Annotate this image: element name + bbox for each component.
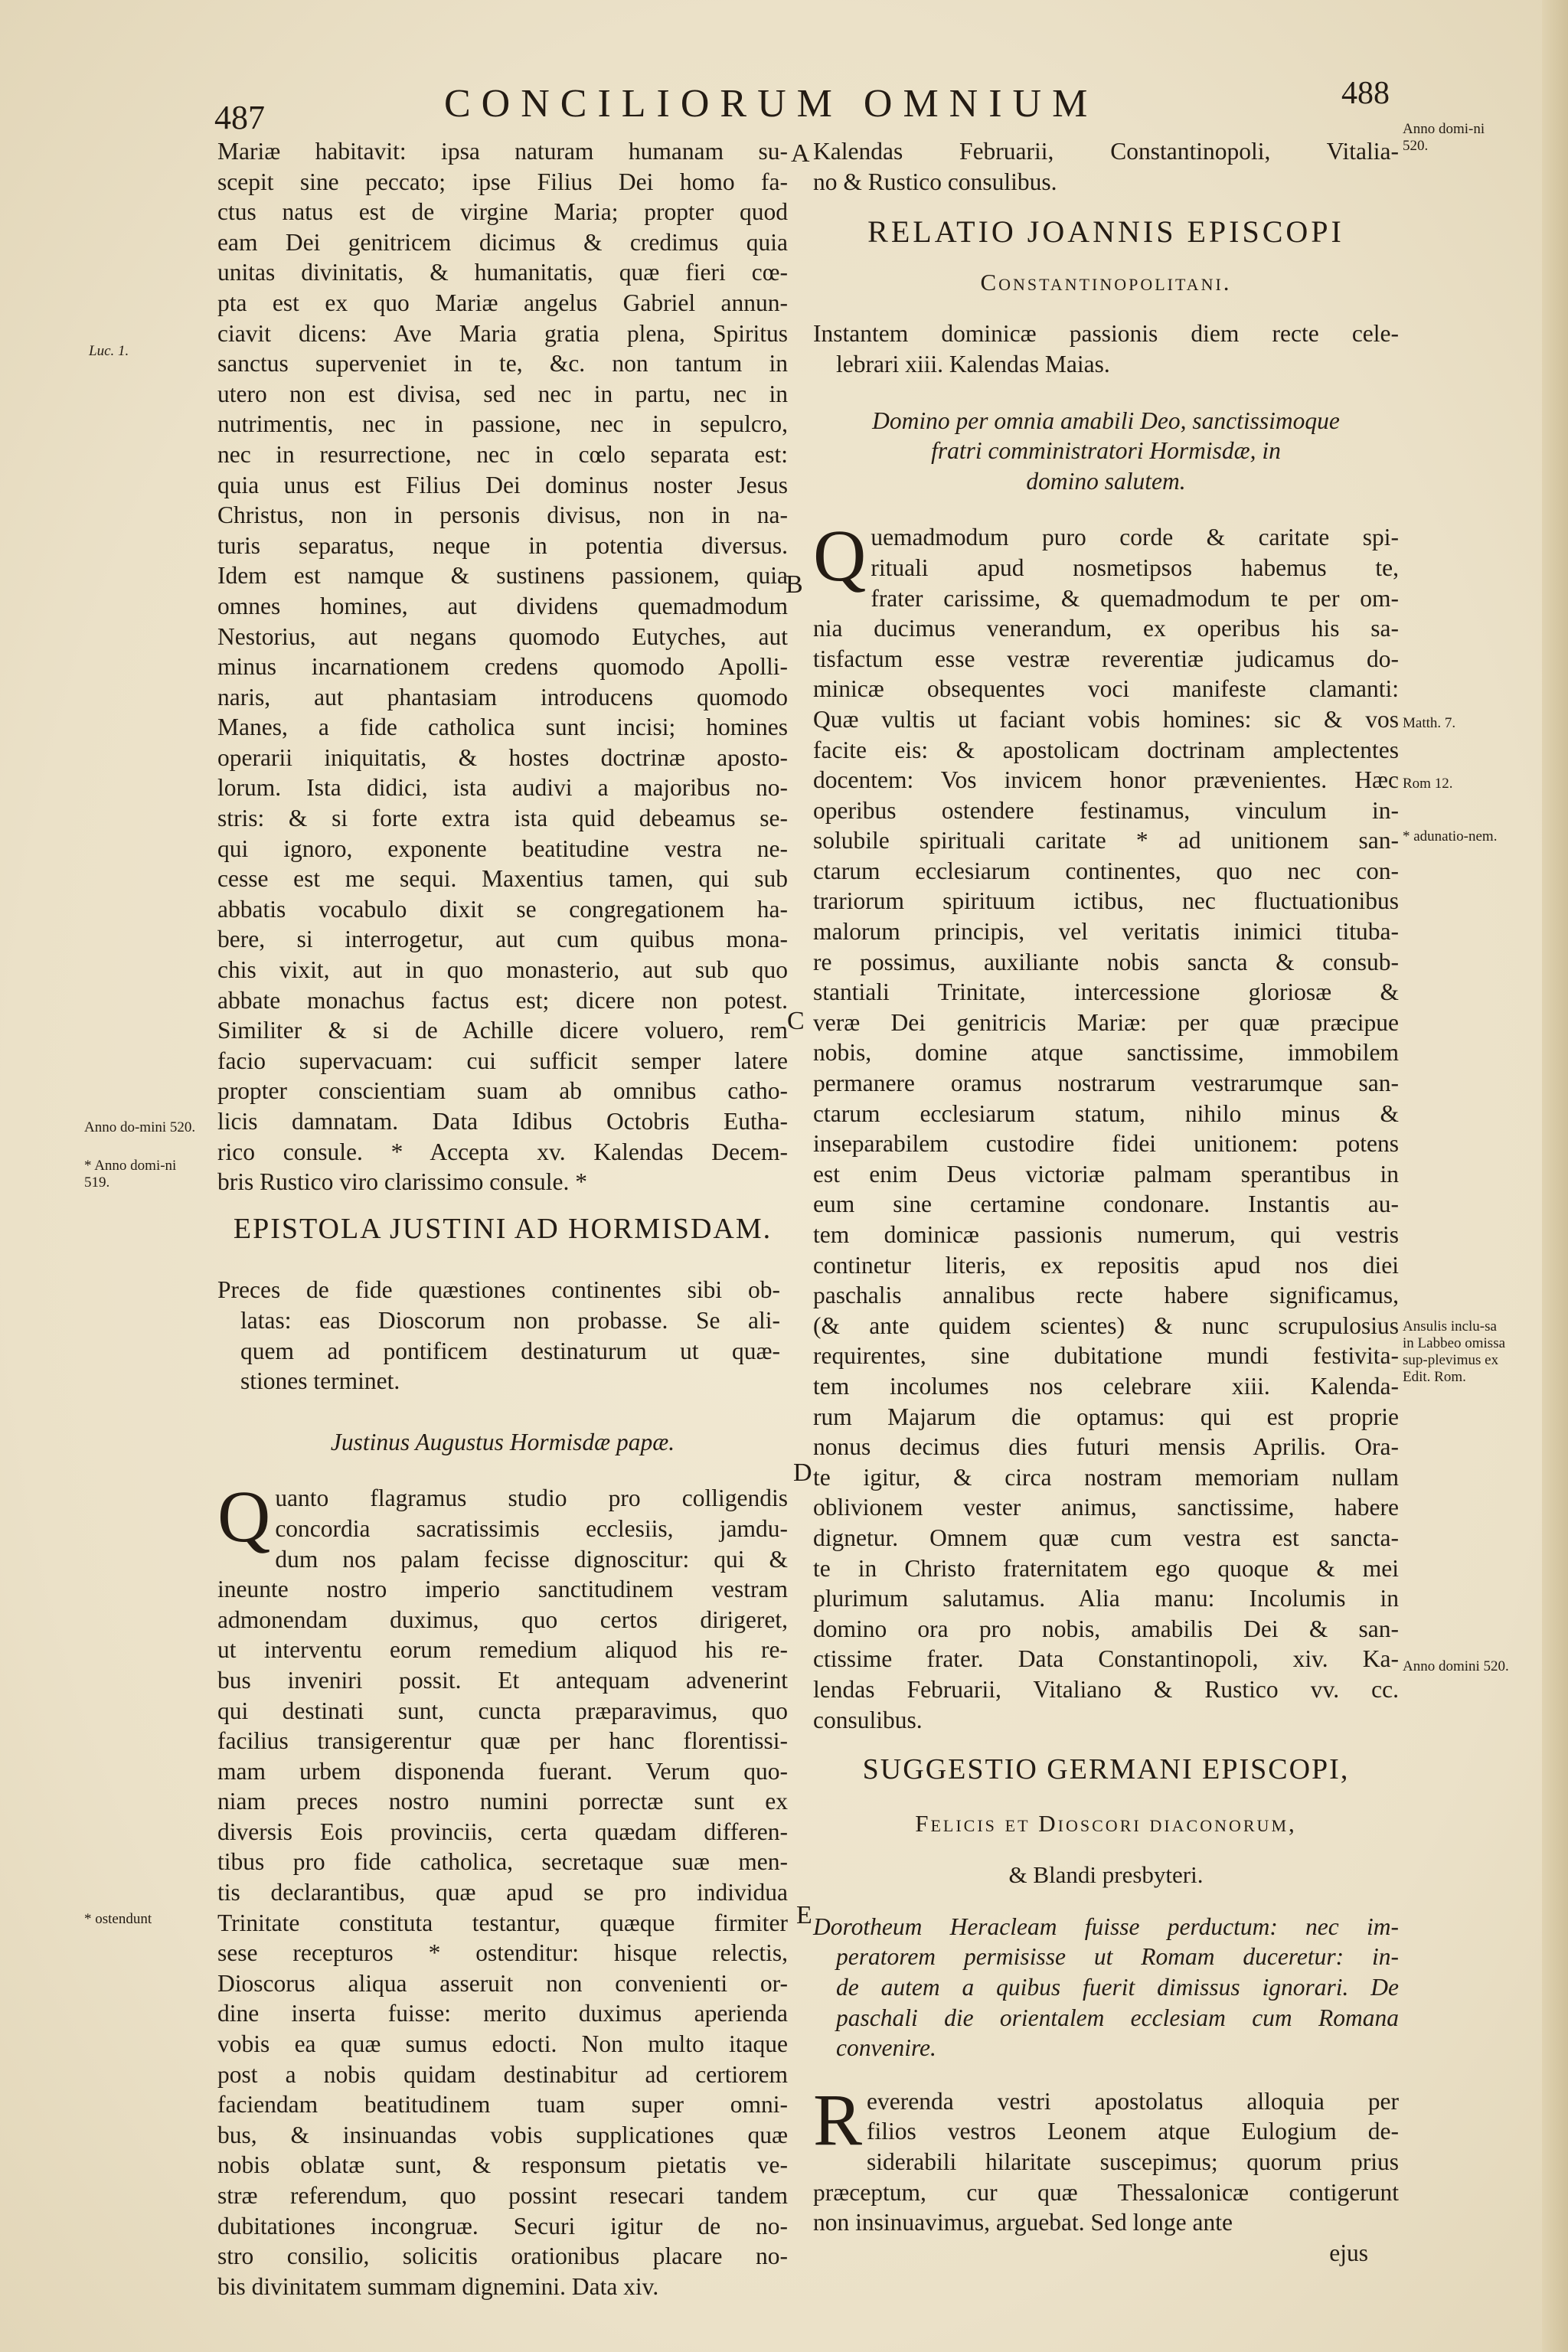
text-line: lendas Februarii, Vitaliano & Rustico vv. cc. (813, 1675, 1399, 1703)
text-line: facio supervacuam: cui sufficit semper latere (217, 1047, 788, 1074)
margin-note-adunatio: * adunatio-nem. (1403, 828, 1498, 844)
text-line: frater carissime, & quemadmodum te per om- (871, 584, 1399, 612)
text-line: propter conscientiam suam ab omnibus catho- (217, 1077, 788, 1105)
text-line: trariorum spirituum ictibus, nec fluctuationibus (813, 887, 1399, 915)
page-number-right: 488 (1341, 76, 1390, 111)
text-line: abbatis vocabulo dixit se congregationem ha- (217, 895, 788, 923)
text-line: naris, aut phantasiam introducens quomodo (217, 683, 788, 710)
heading-felicis-dioscori: Felicis et Dioscori diaconorum, (915, 1809, 1297, 1837)
page-header (0, 67, 1568, 136)
text-line: nia ducimus venerandum, ex operibus his sa- (813, 615, 1399, 642)
paragraph-quanto (217, 1475, 788, 2301)
text-line: stro consilio, solicitis orationibus placare no- (217, 2243, 788, 2270)
text-line: dine inserta fuisse: merito duximus aperienda (217, 2000, 788, 2027)
text-line: docentem: Vos invicem honor prævenientes. Hæc (813, 766, 1399, 794)
left-column (217, 136, 788, 2301)
dropcap-q-right: Q (813, 514, 867, 597)
text-line: convenire. (836, 2034, 936, 2062)
margin-note-anno-520-bottom: Anno domini 520. (1403, 1658, 1509, 1674)
text-line: ineunte nostro imperio sanctitudinem vestram (217, 1576, 788, 1603)
text-line: te in Christo fraternitatem ego quoque & mei (813, 1554, 1399, 1582)
text-line: non insinuavimus, arguebat. Sed longe ante (813, 2209, 1233, 2236)
text-line: diversis Eois provinciis, certa quædam differen- (217, 1818, 788, 1845)
page-number-left: 487 (214, 99, 265, 136)
text-line: operibus ostendere festinamus, vinculum in- (813, 796, 1399, 824)
text-line: cesse est me sequi. Maxentius tamen, qui sub (217, 865, 788, 893)
text-line: lorum. Ista didici, ista audivi a majoribus no- (217, 774, 788, 802)
text-line: continetur literis, ex repositis apud nos diei (813, 1251, 1399, 1279)
text-line: tisfactum esse vestræ reverentiæ judicamus do- (813, 645, 1399, 672)
margin-note-anno-519: * Anno domi-ni 519. (84, 1158, 177, 1191)
text-line: plurimum salutamus. Alia manu: Incolumis in (813, 1585, 1399, 1612)
paragraph-kalendas (813, 136, 1399, 197)
text-line: Quæ vultis ut faciant vobis homines: sic & vos (813, 705, 1399, 733)
text-line: stantiali Trinitate, intercessione gloriosæ & (813, 978, 1399, 1006)
text-line: facite eis: & apostolicam doctrinam amplectentes (813, 736, 1399, 763)
text-line: rituali apud nosmetipsos habemus te, (871, 554, 1399, 581)
heading-blandi-presbyteri: & Blandi presbyteri. (1008, 1861, 1204, 1889)
right-column (813, 136, 1399, 2268)
text-line: sese recepturos * ostenditur: hisque relectis, (217, 1939, 788, 1967)
text-line: Manes, a fide catholica sunt incisi; homines (217, 714, 788, 741)
text-line: Nestorius, aut negans quomodo Eutyches, aut (217, 622, 788, 650)
text-line: est enim Deus victoriæ palmam sperantibus in (813, 1160, 1399, 1187)
text-line: stris: & si forte extra ista quid debeamus se- (217, 805, 788, 832)
margin-note-luc: Luc. 1. (89, 343, 129, 359)
text-line: admonendam duximus, quo certos dirigeret, (217, 1606, 788, 1633)
text-line: stiones terminet. (240, 1367, 400, 1395)
text-line: paschali die orientalem ecclesiam cum Romana (836, 2004, 1399, 2031)
dropcap-r: R (813, 2078, 863, 2161)
text-line: tem incolumes nos celebrare xiii. Kalenda- (813, 1372, 1399, 1400)
text-line: ctarum ecclesiarum continentes, quo nec con- (813, 857, 1399, 884)
text-line: paschalis annalibus recte habere significamus, (813, 1282, 1399, 1309)
text-line: præceptum, cur quæ Thessalonicæ contigerunt (813, 2178, 1399, 2206)
text-line: te igitur, & circa nostram memoriam nullam (813, 1463, 1399, 1491)
text-line: Trinitate constituta testantur, quæque firmiter (217, 1909, 788, 1936)
text-line: domino ora pro nobis, amabilis Dei & san- (813, 1615, 1399, 1642)
text-line: Idem est namque & sustinens passionem, quia (217, 562, 788, 590)
text-line: niam preces nostro numini porrectæ sunt ex (217, 1788, 788, 1815)
text-line: oblivionem vester animus, sanctissime, habere (813, 1494, 1399, 1521)
text-line: qui destinati sunt, cuncta præparavimus, quo (217, 1697, 788, 1724)
text-line: Mariæ habitavit: ipsa naturam humanam su- (217, 138, 788, 165)
text-line: nonus decimus dies futuri mensis Aprilis. Ora- (813, 1433, 1399, 1461)
salutation-justinus: Justinus Augustus Hormisdæ papæ. (330, 1428, 675, 1455)
text-line: bris Rustico viro clarissimo consule. * (217, 1168, 587, 1196)
text-line: nec in resurrectione, nec in cœlo separata est: (217, 440, 788, 468)
text-line: ctissime frater. Data Constantinopoli, xiv. Ka- (813, 1645, 1399, 1673)
heading-constantinopolitani: Constantinopolitani. (980, 268, 1232, 296)
text-line: tibus pro fide catholica, secretaque suæ men- (217, 1848, 788, 1876)
text-line: siderabili hilaritate suscepimus; quorum prius (867, 2148, 1399, 2176)
text-line: dubitationes incongruæ. Securi igitur de no- (217, 2212, 788, 2239)
text-line: post a nobis quidam destinabitur ad certiorem (217, 2060, 788, 2088)
paragraph-reverenda (813, 2078, 1399, 2238)
summary-preces (217, 1275, 788, 1396)
text-line: ut interventu eorum remedium aliquod his re- (217, 1636, 788, 1664)
text-line: dignetur. Omnem quæ cum vestra est sancta- (813, 1524, 1399, 1551)
text-line: Instantem dominicæ passionis diem recte cele- (813, 320, 1399, 348)
text-line: quem ad pontificem destinaturum ut quæ- (240, 1337, 780, 1364)
section-letter-b: B (786, 570, 803, 599)
text-line: Dioscorus aliqua asseruit non convenienti or- (217, 1969, 788, 1997)
heading-relatio-joannis: RELATIO JOANNIS EPISCOPI (867, 214, 1344, 250)
text-line: Preces de fide quæstiones continentes sibi ob- (217, 1276, 780, 1304)
text-line: pta est ex quo Mariæ angelus Gabriel annun- (217, 289, 788, 316)
margin-note-ansulis: Ansulis inclu-sa in Labbeo omissa sup-plevimus ex Edit. Rom. (1403, 1318, 1506, 1385)
text-line: rum Majarum die optamus: qui est proprie (813, 1403, 1399, 1430)
text-line: re possimus, auxiliante nobis sancta & consub- (813, 948, 1399, 975)
text-line: quia unus est Filius Dei dominus noster Jesus (217, 471, 788, 498)
text-line: minicæ obsequentes voci manifeste clamanti: (813, 675, 1399, 703)
text-line: Christus, non in personis divisus, non in na- (217, 501, 788, 529)
text-line: bus inveniri possit. Et antequam advenerint (217, 1666, 788, 1694)
text-line: consulibus. (813, 1706, 923, 1733)
text-line: latas: eas Dioscorum non probasse. Se ali- (240, 1306, 780, 1334)
paragraph-mariae (217, 136, 788, 1197)
text-line: malorum principis, vel veritatis inimici tituba- (813, 918, 1399, 946)
address-domino (813, 406, 1399, 497)
text-line: concordia sacratissimis ecclesiis, jamdu- (275, 1514, 788, 1542)
page-edge (1542, 0, 1568, 2352)
text-line: requirentes, sine dubitatione mundi festivita- (813, 1342, 1399, 1370)
text-line: no & Rustico consulibus. (813, 168, 1057, 195)
text-line: permanere oramus nostrarum vestrarumque san- (813, 1070, 1399, 1097)
text-line: Kalendas Februarii, Constantinopoli, Vitalia- (813, 138, 1399, 165)
text-line: stræ referendum, quo possint resecari tandem (217, 2182, 788, 2209)
section-letter-d: D (793, 1459, 812, 1487)
section-letter-a: A (791, 139, 810, 168)
margin-note-anno-520-top: Anno domi-ni 520. (1403, 121, 1485, 154)
text-line: unitas divinitatis, & humanitatis, quæ fieri cœ- (217, 259, 788, 286)
text-line: ctus natus est de virgine Maria; propter quod (217, 198, 788, 226)
margin-note-anno-520: Anno do-mini 520. (84, 1119, 196, 1135)
text-line: abbate monachus factus est; dicere non potest. (217, 986, 788, 1014)
text-line: Dorotheum Heracleam fuisse perductum: nec im- (813, 1913, 1399, 1940)
text-line: tem dominicæ passionis numerum, qui vestris (813, 1221, 1399, 1248)
text-line: lebrari xiii. Kalendas Maias. (836, 350, 1110, 377)
text-line: facilius transigerentur quæ per hanc florentissi- (217, 1727, 788, 1755)
text-line: bus, & insinuandas vobis supplicationes quæ (217, 2121, 788, 2148)
text-line: dum nos palam fecisse dignoscitur: qui & (275, 1545, 788, 1573)
text-line: inseparabilem custodire fidei unitionem: potens (813, 1130, 1399, 1158)
text-line: mam urbem disponenda fuerant. Verum quo- (217, 1757, 788, 1785)
summary-dorotheum (813, 1912, 1399, 2063)
text-line: nutrimentis, nec in passione, nec in sepulcro, (217, 410, 788, 438)
catchword: ejus (1329, 2239, 1368, 2266)
text-line: tis declarantibus, quæ apud se pro individua (217, 1879, 788, 1906)
summary-instantem (813, 318, 1399, 379)
paragraph-quemadmodum (813, 514, 1399, 1735)
dropcap-q-left: Q (217, 1475, 271, 1558)
text-line: sanctus superveniet in te, &c. non tantum in (217, 350, 788, 377)
text-line: solubile spirituali caritate * ad unitionem san- (813, 827, 1399, 854)
text-line: turis separatus, neque in potentia diversus. (217, 531, 788, 559)
margin-note-matth: Matth. 7. (1403, 715, 1456, 731)
text-line: domino salutem. (1026, 467, 1186, 495)
section-letter-e: E (796, 1901, 812, 1929)
text-line: veræ Dei genitricis Mariæ: per quæ præcipue (813, 1008, 1399, 1036)
text-line: bere, si interrogetur, aut cum quibus mona- (217, 926, 788, 953)
text-line: fratri comministratori Hormisdæ, in (931, 437, 1281, 465)
text-line: rico consule. * Accepta xv. Kalendas Decem- (217, 1138, 788, 1165)
text-line: eum sine certamine condonare. Instantis au- (813, 1191, 1399, 1218)
text-line: uemadmodum puro corde & caritate spi- (871, 524, 1399, 551)
text-line: vobis ea quæ sumus edocti. Non multo itaque (217, 2030, 788, 2058)
text-line: qui ignoro, exponente beatitudine vestra ne- (217, 835, 788, 862)
text-line: scepit sine peccato; ipse Filius Dei homo fa- (217, 168, 788, 195)
text-line: operarii iniquitatis, & hostes doctrinæ aposto- (217, 743, 788, 771)
text-line: eam Dei genitricem dicimus & credimus quia (217, 228, 788, 256)
section-letter-c: C (787, 1007, 805, 1035)
text-line: de autem a quibus fuerit dimissus ignorari. De (836, 1974, 1399, 2001)
text-line: faciendam beatitudinem tuam super omni- (217, 2091, 788, 2118)
text-line: licis damnatam. Data Idibus Octobris Eutha- (217, 1108, 788, 1135)
text-line: omnes homines, aut dividens quemadmodum (217, 592, 788, 619)
text-line: bis divinitatem summam dignemini. Data xiv. (217, 2272, 659, 2300)
running-title: CONCILIORUM OMNIUM (444, 82, 1099, 126)
margin-note-rom: Rom 12. (1403, 776, 1453, 792)
text-line: chis vixit, aut in quo monasterio, aut sub quo (217, 956, 788, 984)
text-line: everenda vestri apostolatus alloquia per (867, 2087, 1399, 2115)
margin-note-ostendunt: * ostendunt (84, 1911, 152, 1927)
text-line: Similiter & si de Achille dicere voluero, rem (217, 1017, 788, 1044)
text-line: peratorem permisisse ut Romam duceretur: in- (836, 1943, 1399, 1971)
text-line: filios vestros Leonem atque Eulogium de- (867, 2118, 1399, 2145)
text-line: ctarum ecclesiarum statum, nihilo minus & (813, 1099, 1399, 1127)
text-line: uanto flagramus studio pro colligendis (275, 1485, 788, 1512)
text-line: utero non est divisa, sed nec in partu, nec in (217, 380, 788, 407)
text-line: nobis, domine atque sanctissime, immobilem (813, 1039, 1399, 1067)
text-line: minus incarnationem credens quomodo Apolli- (217, 653, 788, 681)
text-line: (& ante quidem scientes) & nunc scrupulosius (813, 1312, 1399, 1339)
text-line: nobis oblatæ sunt, & responsum pietatis ve- (217, 2151, 788, 2179)
heading-suggestio-germani: SUGGESTIO GERMANI EPISCOPI, (862, 1753, 1350, 1786)
text-line: Domino per omnia amabili Deo, sanctissimoque (872, 407, 1340, 434)
heading-epistola-justini: EPISTOLA JUSTINI AD HORMISDAM. (233, 1212, 773, 1245)
text-line: ciavit dicens: Ave Maria gratia plena, Spiritus (217, 319, 788, 347)
